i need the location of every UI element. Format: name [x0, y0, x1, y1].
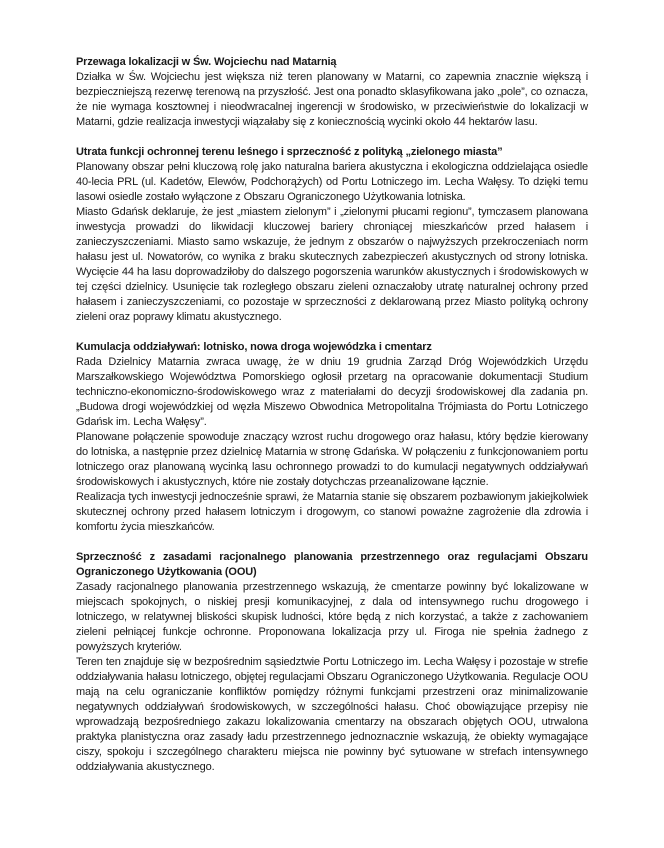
section-heading: Utrata funkcji ochronnej terenu leśnego i sprzeczność z polityką „zielonego miasta”: [76, 146, 503, 158]
paragraph: Realizacja tych inwestycji jednocześnie sprawi, że Matarnia stanie się obszarem pozbawionym jakiejkolwiek skutecznej ochrony przed hałasem lotniczym i drogowym, co stanowi poważne zagrożenie dla zdrowia i komfortu życia mieszkańców.: [76, 491, 588, 533]
section-cumulative-impacts: [76, 340, 588, 535]
section-heading: Kumulacja oddziaływań: lotnisko, nowa droga wojewódzka i cmentarz: [76, 341, 432, 353]
paragraph: Działka w Św. Wojciechu jest większa niż teren planowany w Matarni, co zapewnia znacznie większą i bezpieczniejszą rezerwę terenową na przyszłość. Jest ona ponadto sklasyfikowana jako „pole”, co oznacza, że nie wymaga kosztownej i nieodwracalnej ingerencji w środowisko, w przeciwieństwie do lokalizacji w Matarni, gdzie realizacja inwestycji wiązałaby się z koniecznością wycinki około 44 hektarów lasu.: [76, 71, 588, 128]
section-heading: Przewaga lokalizacji w Św. Wojciechu nad Matarnią: [76, 56, 337, 68]
paragraph: Teren ten znajduje się w bezpośrednim sąsiedztwie Portu Lotniczego im. Lecha Wałęsy i pozostaje w strefie oddziaływania hałasu lotniczego, objętej regulacjami Obszaru Ograniczonego Użytkowania. Regulacje OOU mają na celu ograniczanie konfliktów pomiędzy różnymi funkcjami przestrzeni oraz minimalizowanie negatywnych oddziaływań środowiskowych, w szczególności hałasu. Choć obowiązujące przepisy nie wprowadzają bezpośredniego zakazu lokalizowania cmentarzy na obszarach objętych OOU, utrwalona praktyka planistyczna oraz zasady ładu przestrzennego jednoznacznie wskazują, że obiekty wymagające ciszy, spokoju i szczególnego charakteru miejsca nie powinny być sytuowane w strefach intensywnego oddziaływania akustycznego.: [76, 656, 588, 773]
section-forest-protection-loss: [76, 145, 588, 325]
paragraph: Zasady racjonalnego planowania przestrzennego wskazują, że cmentarze powinny być lokalizowane w miejscach spokojnych, o niskiej presji komunikacyjnej, z dala od intensywnego ruchu drogowego i lotniczego, w relatywnej bliskości skupisk ludności, które będą z nich korzystać, a także z zachowaniem zieleni pełniącej funkcje ochronne. Proponowana lokalizacja przy ul. Firoga nie spełnia żadnego z powyższych kryteriów.: [76, 581, 588, 653]
section-location-advantage: [76, 55, 588, 130]
paragraph: Planowany obszar pełni kluczową rolę jako naturalna bariera akustyczna i ekologiczna oddzielająca osiedle 40-lecia PRL (ul. Kadetów, Elewów, Podchorążych) od Portu Lotniczego im. Lecha Wałęsy. To dzięki temu lasowi osiedle zostało wyłączone z Obszaru Ograniczonego Użytkowania lotniska.: [76, 161, 588, 203]
section-heading: Sprzeczność z zasadami racjonalnego planowania przestrzennego oraz regulacjami Obszaru Ograniczonego Użytkowania (OOU): [76, 551, 588, 578]
paragraph: Miasto Gdańsk deklaruje, że jest „miastem zielonym” i „zielonymi płucami regionu”, tymczasem planowana inwestycja prowadzi do likwidacji kluczowej bariery chroniącej mieszkańców przed hałasem i zanieczyszczeniami. Miasto samo wskazuje, że jednym z obszarów o najwyższych przekroczeniach norm hałasu jest ul. Nowatorów, co wynika z braku skutecznych zabezpieczeń akustycznych od strony lotniska. Wycięcie 44 ha lasu doprowadziłoby do dalszego pogorszenia warunków akustycznych i środowiskowych w tej części dzielnicy. Usunięcie tak rozległego obszaru zieleni oznaczałoby utratę naturalnej ochrony przed hałasem i zanieczyszczeniami, co pozostaje w sprzeczności z deklarowaną przez Miasto polityką ochrony zieleni oraz poprawy klimatu akustycznego.: [76, 206, 588, 323]
section-planning-principles-conflict: [76, 550, 588, 775]
paragraph: Planowane połączenie spowoduje znaczący wzrost ruchu drogowego oraz hałasu, który będzie kierowany do lotniska, a następnie przez dzielnicę Matarnia w stronę Gdańska. W połączeniu z funkcjonowaniem portu lotniczego oraz planowaną wycinką lasu ochronnego prowadzi to do kumulacji negatywnych oddziaływań środowiskowych i akustycznych, które nie zostały dotychczas przeanalizowane łącznie.: [76, 431, 588, 488]
paragraph: Rada Dzielnicy Matarnia zwraca uwagę, że w dniu 19 grudnia Zarząd Dróg Wojewódzkich Urzędu Marszałkowskiego Województwa Pomorskiego ogłosił przetarg na opracowanie dokumentacji Studium techniczno-ekonomiczno-środowiskowego wraz z materiałami do decyzji środowiskowej dla zadania pn. „Budowa drogi wojewódzkiej od węzła Miszewo Obwodnica Metropolitalna Trójmiasta do Portu Lotniczego Gdańsk im. Lecha Wałęsy”.: [76, 356, 588, 428]
